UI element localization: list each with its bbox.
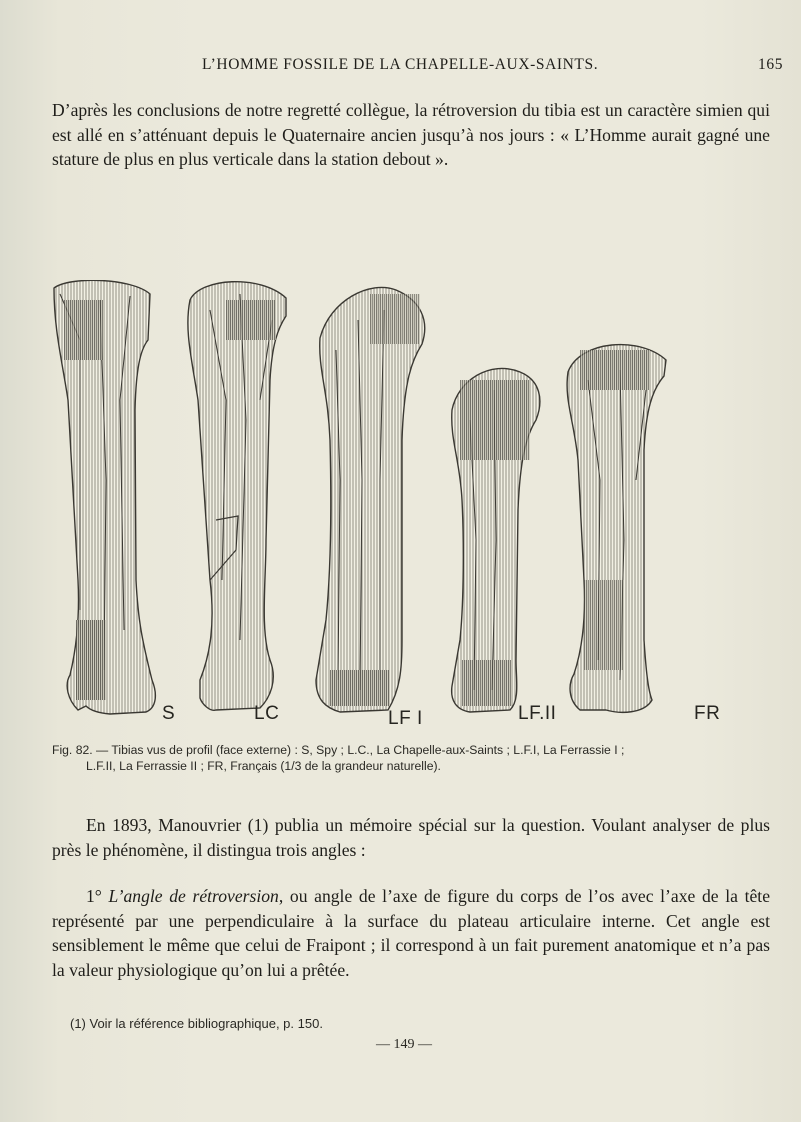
running-title: L’HOMME FOSSILE DE LA CHAPELLE-AUX-SAINTS. [202,56,599,73]
tibia-chapelle-aux-saints [188,282,286,711]
caption-line-1: Fig. 82. — Tibias vus de profil (face externe) : S, Spy ; L.C., La Chapelle-aux-Saints ; L.F.I, La Ferrassie I ; [52,743,625,757]
paragraph-1: D’après les conclusions de notre regretté collègue, la rétroversion du tibia est un caractère simien qui est allé en s’atténuant depuis le Quaternaire ancien jusqu’à nos jours : « L’Homme aurait gagné une stature de plus en plus verticale dans la station debout ». [52,100,770,169]
footnote: (1) Voir la référence bibliographique, p. 150. [70,1016,323,1031]
running-header [0,56,801,76]
label-lf2: LF.II [518,703,557,724]
tibia-la-ferrassie-1 [316,287,425,712]
tibias-illustration [40,280,780,740]
paragraph-3-emphasis: L’angle de rétroversion [108,886,279,906]
paragraph-3-prefix: 1° [86,886,109,906]
folio: — 149 — [376,1037,432,1052]
label-s: S [162,703,176,724]
paragraph-3 [52,884,770,982]
paragraph-2: En 1893, Manouvrier (1) publia un mémoire spécial sur la question. Voulant analyser de plus près le phénomène, il distingua trois angles : [52,815,770,860]
tibia-francais [567,345,666,713]
figure-tibias [40,280,780,740]
caption-line-2: L.F.II, La Ferrassie II ; FR, Français (1/3 de la grandeur naturelle). [86,759,441,773]
label-fr: FR [694,703,721,724]
tibia-la-ferrassie-2 [452,368,540,712]
label-lf1: LF I [388,708,423,729]
figure-caption [52,742,776,774]
tibia-spy [54,280,155,714]
page-number: 165 [758,56,784,73]
label-lc: LC [254,703,280,724]
paragraph-3-rest: , ou angle de l’axe de figure du corps de l’os avec l’axe de la tête représenté par une perpendiculaire à la surface du plateau articulaire interne. Cet angle est sensiblement le même que celui de Fraipont ; il correspond à un fait purement anatomique et n’a pas la valeur physiologique qu’on lui a prêtée. [52,886,771,980]
